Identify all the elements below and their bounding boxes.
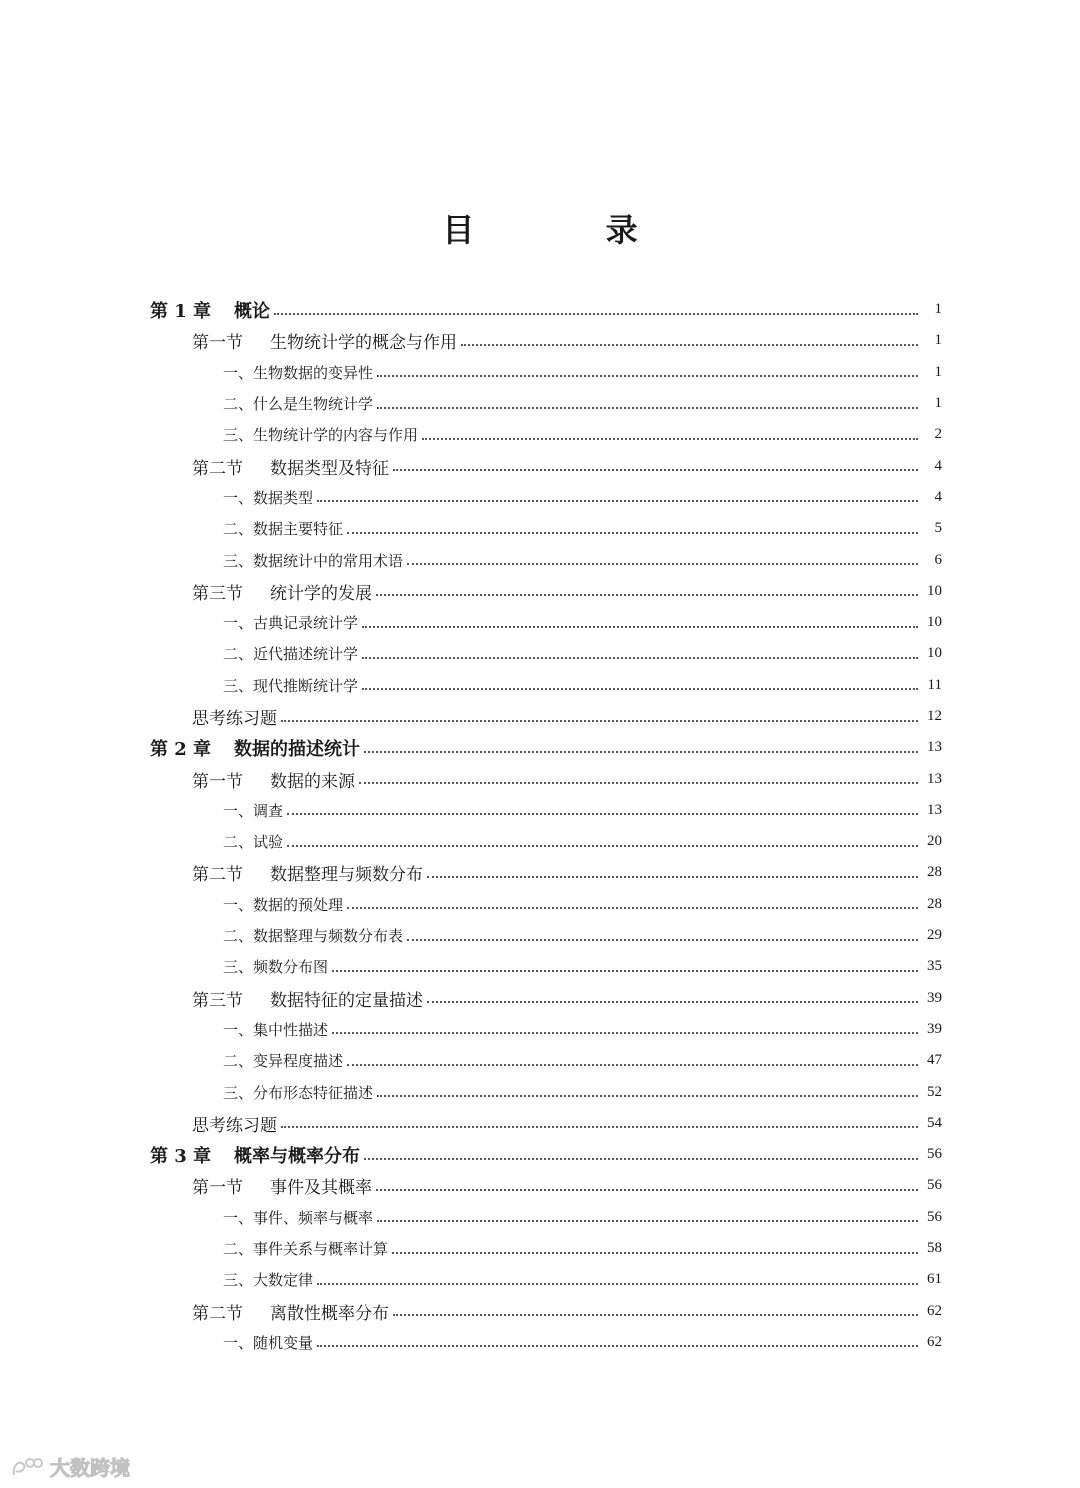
toc-entry-title: 思考练习题 <box>192 1115 277 1136</box>
toc-entry-label <box>192 579 372 604</box>
toc-entry-sub[interactable] <box>150 607 942 638</box>
dot-leader <box>332 1032 918 1034</box>
toc-entry-chapter[interactable] <box>150 1139 942 1170</box>
dot-leader <box>287 813 918 815</box>
toc-entry-label <box>223 1238 388 1259</box>
dot-leader <box>376 1189 918 1191</box>
dot-leader <box>407 563 918 565</box>
toc-entry-page-number: 1 <box>934 332 942 349</box>
toc-entry-label <box>223 362 373 383</box>
dot-leader <box>377 375 918 377</box>
toc-entry-title: 数据的来源 <box>270 771 355 792</box>
dot-leader <box>274 313 918 315</box>
toc-entry-page-number: 13 <box>927 770 942 787</box>
toc-entry-page-number: 20 <box>927 833 942 850</box>
page-title: 目 录 <box>442 211 698 249</box>
toc-entry-label <box>223 925 403 946</box>
dot-leader <box>347 532 918 534</box>
toc-entry-label <box>223 1332 313 1353</box>
dot-leader <box>317 1283 918 1285</box>
toc-entry-number: 第 2 章 <box>150 738 212 760</box>
dot-leader <box>427 876 918 878</box>
toc-entry-title: 二、数据整理与频数分布表 <box>223 927 404 946</box>
toc-entry-chapter[interactable] <box>150 294 942 325</box>
toc-entry-title: 一、古典记录统计学 <box>223 614 359 633</box>
toc-entry-sub[interactable] <box>150 482 942 513</box>
toc-entry-label <box>192 986 423 1011</box>
watermark-logo-icon <box>10 1455 44 1479</box>
toc-entry-page-number: 62 <box>927 1333 942 1350</box>
toc-entry-title: 一、随机变量 <box>223 1333 314 1352</box>
toc-entry-page-number: 12 <box>927 708 942 724</box>
dot-leader <box>364 751 918 753</box>
toc-entry-label <box>192 328 457 353</box>
toc-entry-sub[interactable] <box>150 1264 942 1295</box>
toc-entry-page-number: 4 <box>934 488 942 505</box>
toc-entry-number: 第一节 <box>192 333 243 354</box>
toc-entry-sub[interactable] <box>150 920 942 951</box>
dot-leader <box>347 907 918 909</box>
toc-entry-label <box>192 860 423 885</box>
toc-entry-page-number: 54 <box>927 1114 942 1131</box>
toc-entry-title: 三、生物统计学的内容与作用 <box>223 426 419 445</box>
toc-entry-sub[interactable] <box>150 795 942 826</box>
toc-entry-page-number: 52 <box>927 1083 942 1100</box>
toc-entry-title: 数据的描述统计 <box>234 738 360 760</box>
toc-entry-page-number: 56 <box>927 1146 942 1163</box>
toc-entry-sub[interactable] <box>150 1014 942 1045</box>
toc-entry-section[interactable] <box>150 1296 942 1327</box>
toc-entry-section[interactable] <box>150 576 942 607</box>
toc-entry-title: 三、现代推断统计学 <box>223 676 359 695</box>
toc-entry-section[interactable] <box>150 1170 942 1201</box>
toc-entry-sub[interactable] <box>150 513 942 544</box>
toc-entry-page-number: 58 <box>927 1240 942 1257</box>
dot-leader <box>393 469 918 471</box>
toc-entry-page-number: 1 <box>934 395 942 412</box>
dot-leader <box>332 970 918 972</box>
toc-entry-number: 第二节 <box>192 458 243 479</box>
dot-leader <box>377 1220 918 1222</box>
toc-entry-title: 三、数据统计中的常用术语 <box>223 551 404 570</box>
toc-entry-number: 第三节 <box>192 990 243 1011</box>
toc-entry-sub[interactable] <box>150 826 942 857</box>
toc-entry-label <box>223 1082 373 1103</box>
dot-leader <box>362 657 918 659</box>
watermark-text: 大数跨境 <box>50 1456 130 1480</box>
dot-leader <box>347 1064 918 1066</box>
toc-entry-sub[interactable] <box>150 638 942 669</box>
toc-entry-label <box>150 297 270 323</box>
toc-entry-title: 事件及其概率 <box>270 1178 372 1199</box>
toc-entry-title: 思考练习题 <box>192 709 277 729</box>
toc-entry-label <box>192 767 355 792</box>
toc-entry-title: 离散性概率分布 <box>270 1303 389 1324</box>
toc-entry-page-number: 13 <box>927 739 942 756</box>
toc-entry-title: 一、事件、频率与概率 <box>223 1208 374 1227</box>
toc-entry-page-number: 47 <box>927 1052 942 1069</box>
toc-entry-section[interactable] <box>150 450 942 481</box>
toc-entry-label <box>223 1207 373 1228</box>
dot-leader <box>281 720 918 722</box>
toc-entry-label <box>150 735 360 761</box>
toc-entry-page-number: 28 <box>927 864 942 881</box>
toc-entry-page-number: 56 <box>927 1208 942 1225</box>
toc-entry-title: 三、大数定律 <box>223 1271 314 1290</box>
toc-entry-label <box>223 1050 343 1071</box>
toc-entry-page-number: 10 <box>927 582 942 599</box>
watermark <box>10 1452 130 1481</box>
toc-entry-title: 一、调查 <box>223 801 284 820</box>
toc-entry-page-number: 28 <box>927 895 942 912</box>
toc-entry-sub[interactable] <box>150 1233 942 1264</box>
toc-entry-label <box>223 424 418 445</box>
toc-entry-title: 一、数据类型 <box>223 488 314 507</box>
toc-entry-label <box>192 704 277 729</box>
dot-leader <box>407 939 918 941</box>
toc-entry-page-number: 56 <box>927 1177 942 1194</box>
toc-entry-title: 三、分布形态特征描述 <box>223 1083 374 1102</box>
toc-entry-title: 二、数据主要特征 <box>223 520 344 539</box>
toc-entry-number: 第 1 章 <box>150 300 212 322</box>
toc-entry-title: 概论 <box>234 300 270 322</box>
toc-entry-label <box>223 393 373 414</box>
toc-entry-title: 统计学的发展 <box>270 583 372 604</box>
toc-entry-label <box>192 1173 372 1198</box>
toc-entry-title: 数据整理与频数分布 <box>270 865 423 886</box>
table-of-contents <box>150 294 942 1358</box>
toc-entry-page-number: 5 <box>934 520 942 537</box>
toc-entry-sub[interactable] <box>150 1045 942 1076</box>
dot-leader <box>427 1001 918 1003</box>
dot-leader <box>377 407 918 409</box>
toc-entry-title: 二、近代描述统计学 <box>223 645 359 664</box>
toc-entry-sub[interactable] <box>150 419 942 450</box>
toc-entry-chapter[interactable] <box>150 732 942 763</box>
toc-entry-page-number: 1 <box>934 363 942 380</box>
toc-entry-page-number: 2 <box>934 426 942 443</box>
toc-entry-label <box>223 550 403 571</box>
toc-entry-label <box>223 518 343 539</box>
toc-entry-label <box>223 894 343 915</box>
dot-leader <box>281 1126 918 1128</box>
toc-entry-sub[interactable] <box>150 889 942 920</box>
dot-leader <box>461 344 918 346</box>
toc-entry-sub[interactable] <box>150 388 942 419</box>
toc-entry-sub[interactable] <box>150 357 942 388</box>
toc-entry-page-number: 62 <box>927 1302 942 1319</box>
toc-entry-label <box>150 1142 360 1168</box>
toc-entry-number: 第一节 <box>192 771 243 792</box>
toc-entry-page-number: 1 <box>934 301 942 318</box>
toc-entry-number: 第一节 <box>192 1178 243 1199</box>
toc-entry-label <box>192 1111 277 1136</box>
toc-entry-number: 第二节 <box>192 865 243 886</box>
toc-entry-sub[interactable] <box>150 951 942 982</box>
toc-entry-title: 二、变异程度描述 <box>223 1052 344 1071</box>
toc-entry-page-number: 10 <box>927 645 942 662</box>
dot-leader <box>359 782 918 784</box>
toc-entry-number: 第三节 <box>192 583 243 604</box>
toc-entry-title: 数据类型及特征 <box>270 458 389 479</box>
toc-entry-section[interactable] <box>150 763 942 794</box>
toc-entry-sub[interactable] <box>150 1076 942 1107</box>
toc-entry-section[interactable] <box>150 857 942 888</box>
dot-leader <box>422 438 918 440</box>
toc-entry-page-number: 35 <box>927 958 942 975</box>
toc-entry-title: 一、生物数据的变异性 <box>223 363 374 382</box>
dot-leader <box>287 845 918 847</box>
dot-leader <box>317 500 918 502</box>
toc-entry-exercise[interactable] <box>150 1108 942 1139</box>
toc-entry-title: 二、什么是生物统计学 <box>223 395 374 414</box>
dot-leader <box>362 688 918 690</box>
toc-entry-title: 二、试验 <box>223 833 284 852</box>
toc-entry-page-number: 39 <box>927 1020 942 1037</box>
toc-entry-label <box>223 643 358 664</box>
toc-entry-exercise[interactable] <box>150 701 942 732</box>
dot-leader <box>377 1095 918 1097</box>
toc-entry-label <box>192 1299 389 1324</box>
toc-entry-label <box>223 612 358 633</box>
toc-entry-page-number: 39 <box>927 989 942 1006</box>
toc-entry-section[interactable] <box>150 983 942 1014</box>
dot-leader <box>393 1314 918 1316</box>
dot-leader <box>376 594 918 596</box>
toc-entry-sub[interactable] <box>150 544 942 575</box>
toc-entry-page-number: 4 <box>934 457 942 474</box>
toc-entry-number: 第二节 <box>192 1303 243 1324</box>
toc-entry-page-number: 10 <box>927 614 942 631</box>
toc-entry-label <box>223 1019 328 1040</box>
toc-entry-label <box>223 956 328 977</box>
toc-entry-sub[interactable] <box>150 1327 942 1358</box>
toc-entry-sub[interactable] <box>150 1202 942 1233</box>
dot-leader <box>364 1158 918 1160</box>
toc-entry-title: 一、数据的预处理 <box>223 895 344 914</box>
toc-entry-label <box>223 831 283 852</box>
toc-entry-label <box>192 454 389 479</box>
toc-entry-label <box>223 487 313 508</box>
toc-entry-title: 概率与概率分布 <box>234 1145 360 1167</box>
toc-entry-title: 生物统计学的概念与作用 <box>270 333 457 354</box>
toc-entry-page-number: 11 <box>927 676 942 693</box>
toc-entry-label <box>223 800 283 821</box>
toc-entry-page-number: 6 <box>934 551 942 568</box>
toc-entry-label <box>223 675 358 696</box>
dot-leader <box>392 1252 918 1254</box>
toc-entry-title: 数据特征的定量描述 <box>270 990 423 1011</box>
toc-entry-page-number: 13 <box>927 801 942 818</box>
dot-leader <box>317 1345 918 1347</box>
toc-entry-section[interactable] <box>150 325 942 356</box>
toc-entry-sub[interactable] <box>150 670 942 701</box>
toc-entry-title: 二、事件关系与概率计算 <box>223 1240 389 1259</box>
toc-entry-page-number: 29 <box>927 927 942 944</box>
toc-entry-page-number: 61 <box>927 1271 942 1288</box>
toc-entry-title: 三、频数分布图 <box>223 958 329 977</box>
toc-entry-title: 一、集中性描述 <box>223 1020 329 1039</box>
dot-leader <box>362 626 918 628</box>
toc-entry-number: 第 3 章 <box>150 1145 212 1167</box>
toc-entry-label <box>223 1269 313 1290</box>
